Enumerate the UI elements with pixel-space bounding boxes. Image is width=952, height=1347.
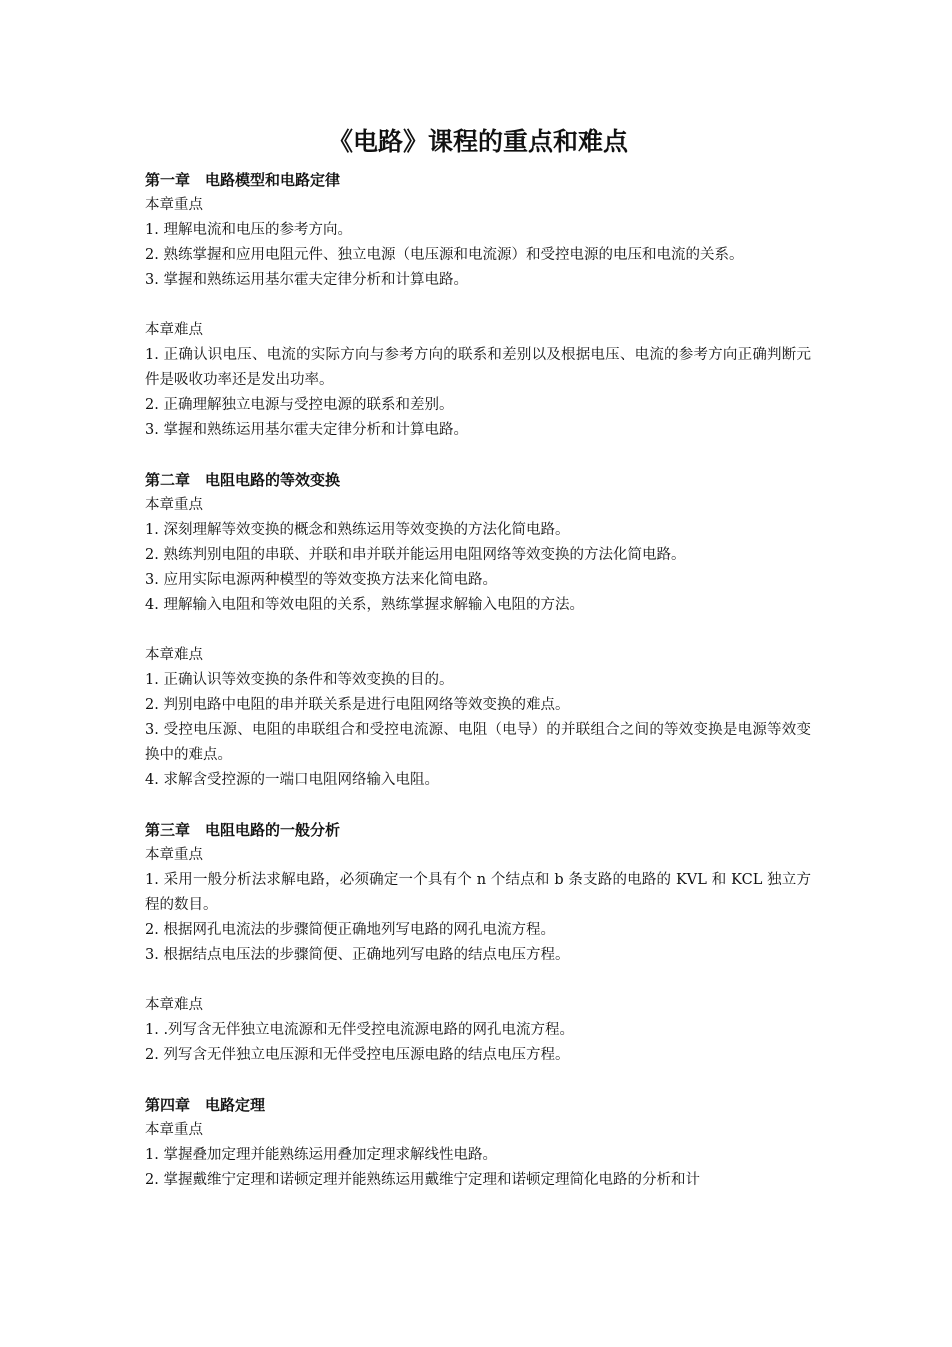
- chapter-heading: 第三章 电阻电路的一般分析: [145, 821, 341, 839]
- key-point: 1. 深刻理解等效变换的概念和熟练运用等效变换的方法化简电路。: [145, 522, 570, 538]
- chapter-heading: 第四章 电路定理: [145, 1096, 266, 1114]
- document-page: [145, 122, 811, 1193]
- key-point: 3. 掌握和熟练运用基尔霍夫定律分析和计算电路。: [145, 272, 468, 288]
- difficult-point: 3. 掌握和熟练运用基尔霍夫定律分析和计算电路。: [145, 422, 468, 438]
- key-point: 4. 理解输入电阻和等效电阻的关系，熟练掌握求解输入电阻的方法。: [145, 597, 584, 613]
- difficult-point: 2. 正确理解独立电源与受控电源的联系和差别。: [145, 397, 454, 413]
- key-point: 1. 采用一般分析法求解电路，必须确定一个具有个 n 个结点和 b 条支路的电路的 KVL 和 KCL 独立方程的数目。: [145, 872, 811, 913]
- difficult-points-label: 本章难点: [145, 322, 203, 338]
- difficult-point: 2. 判别电路中电阻的串并联关系是进行电阻网络等效变换的难点。: [145, 697, 570, 713]
- difficult-point: 1. 正确认识电压、电流的实际方向与参考方向的联系和差别以及根据电压、电流的参考方向正确判断元件是吸收功率还是发出功率。: [145, 347, 811, 388]
- spacer: [145, 1068, 811, 1093]
- spacer: [145, 293, 811, 318]
- spacer: [145, 443, 811, 468]
- spacer: [145, 618, 811, 643]
- chapter-2: [145, 468, 811, 793]
- key-points-label: 本章重点: [145, 497, 203, 513]
- key-point: 2. 掌握戴维宁定理和诺顿定理并能熟练运用戴维宁定理和诺顿定理简化电路的分析和计: [145, 1172, 700, 1188]
- difficult-point: 2. 列写含无伴独立电压源和无伴受控电压源电路的结点电压方程。: [145, 1047, 570, 1063]
- difficult-point: 1. 正确认识等效变换的条件和等效变换的目的。: [145, 672, 454, 688]
- difficult-point: 3. 受控电压源、电阻的串联组合和受控电流源、电阻（电导）的并联组合之间的等效变换是电源等效变换中的难点。: [145, 722, 811, 763]
- difficult-point: 1. .列写含无伴独立电流源和无伴受控电流源电路的网孔电流方程。: [145, 1022, 575, 1038]
- spacer: [145, 968, 811, 993]
- chapter-3: [145, 818, 811, 1068]
- chapter-heading: 第一章 电路模型和电路定律: [145, 171, 341, 189]
- chapter-4: [145, 1093, 811, 1193]
- key-point: 3. 根据结点电压法的步骤简便、正确地列写电路的结点电压方程。: [145, 947, 570, 963]
- spacer: [145, 793, 811, 818]
- chapter-heading: 第二章 电阻电路的等效变换: [145, 471, 341, 489]
- difficult-points-label: 本章难点: [145, 647, 203, 663]
- key-points-label: 本章重点: [145, 197, 203, 213]
- key-point: 2. 熟练判别电阻的串联、并联和串并联并能运用电阻网络等效变换的方法化简电路。: [145, 547, 686, 563]
- chapter-1: [145, 168, 811, 443]
- key-point: 1. 掌握叠加定理并能熟练运用叠加定理求解线性电路。: [145, 1147, 497, 1163]
- key-point: 2. 根据网孔电流法的步骤简便正确地列写电路的网孔电流方程。: [145, 922, 555, 938]
- document-title: 《电路》课程的重点和难点: [327, 127, 628, 156]
- key-points-label: 本章重点: [145, 1122, 203, 1138]
- key-point: 3. 应用实际电源两种模型的等效变换方法来化简电路。: [145, 572, 497, 588]
- key-points-label: 本章重点: [145, 847, 203, 863]
- difficult-point: 4. 求解含受控源的一端口电阻网络输入电阻。: [145, 772, 439, 788]
- difficult-points-label: 本章难点: [145, 997, 203, 1013]
- key-point: 1. 理解电流和电压的参考方向。: [145, 222, 352, 238]
- key-point: 2. 熟练掌握和应用电阻元件、独立电源（电压源和电流源）和受控电源的电压和电流的关系。: [145, 247, 744, 263]
